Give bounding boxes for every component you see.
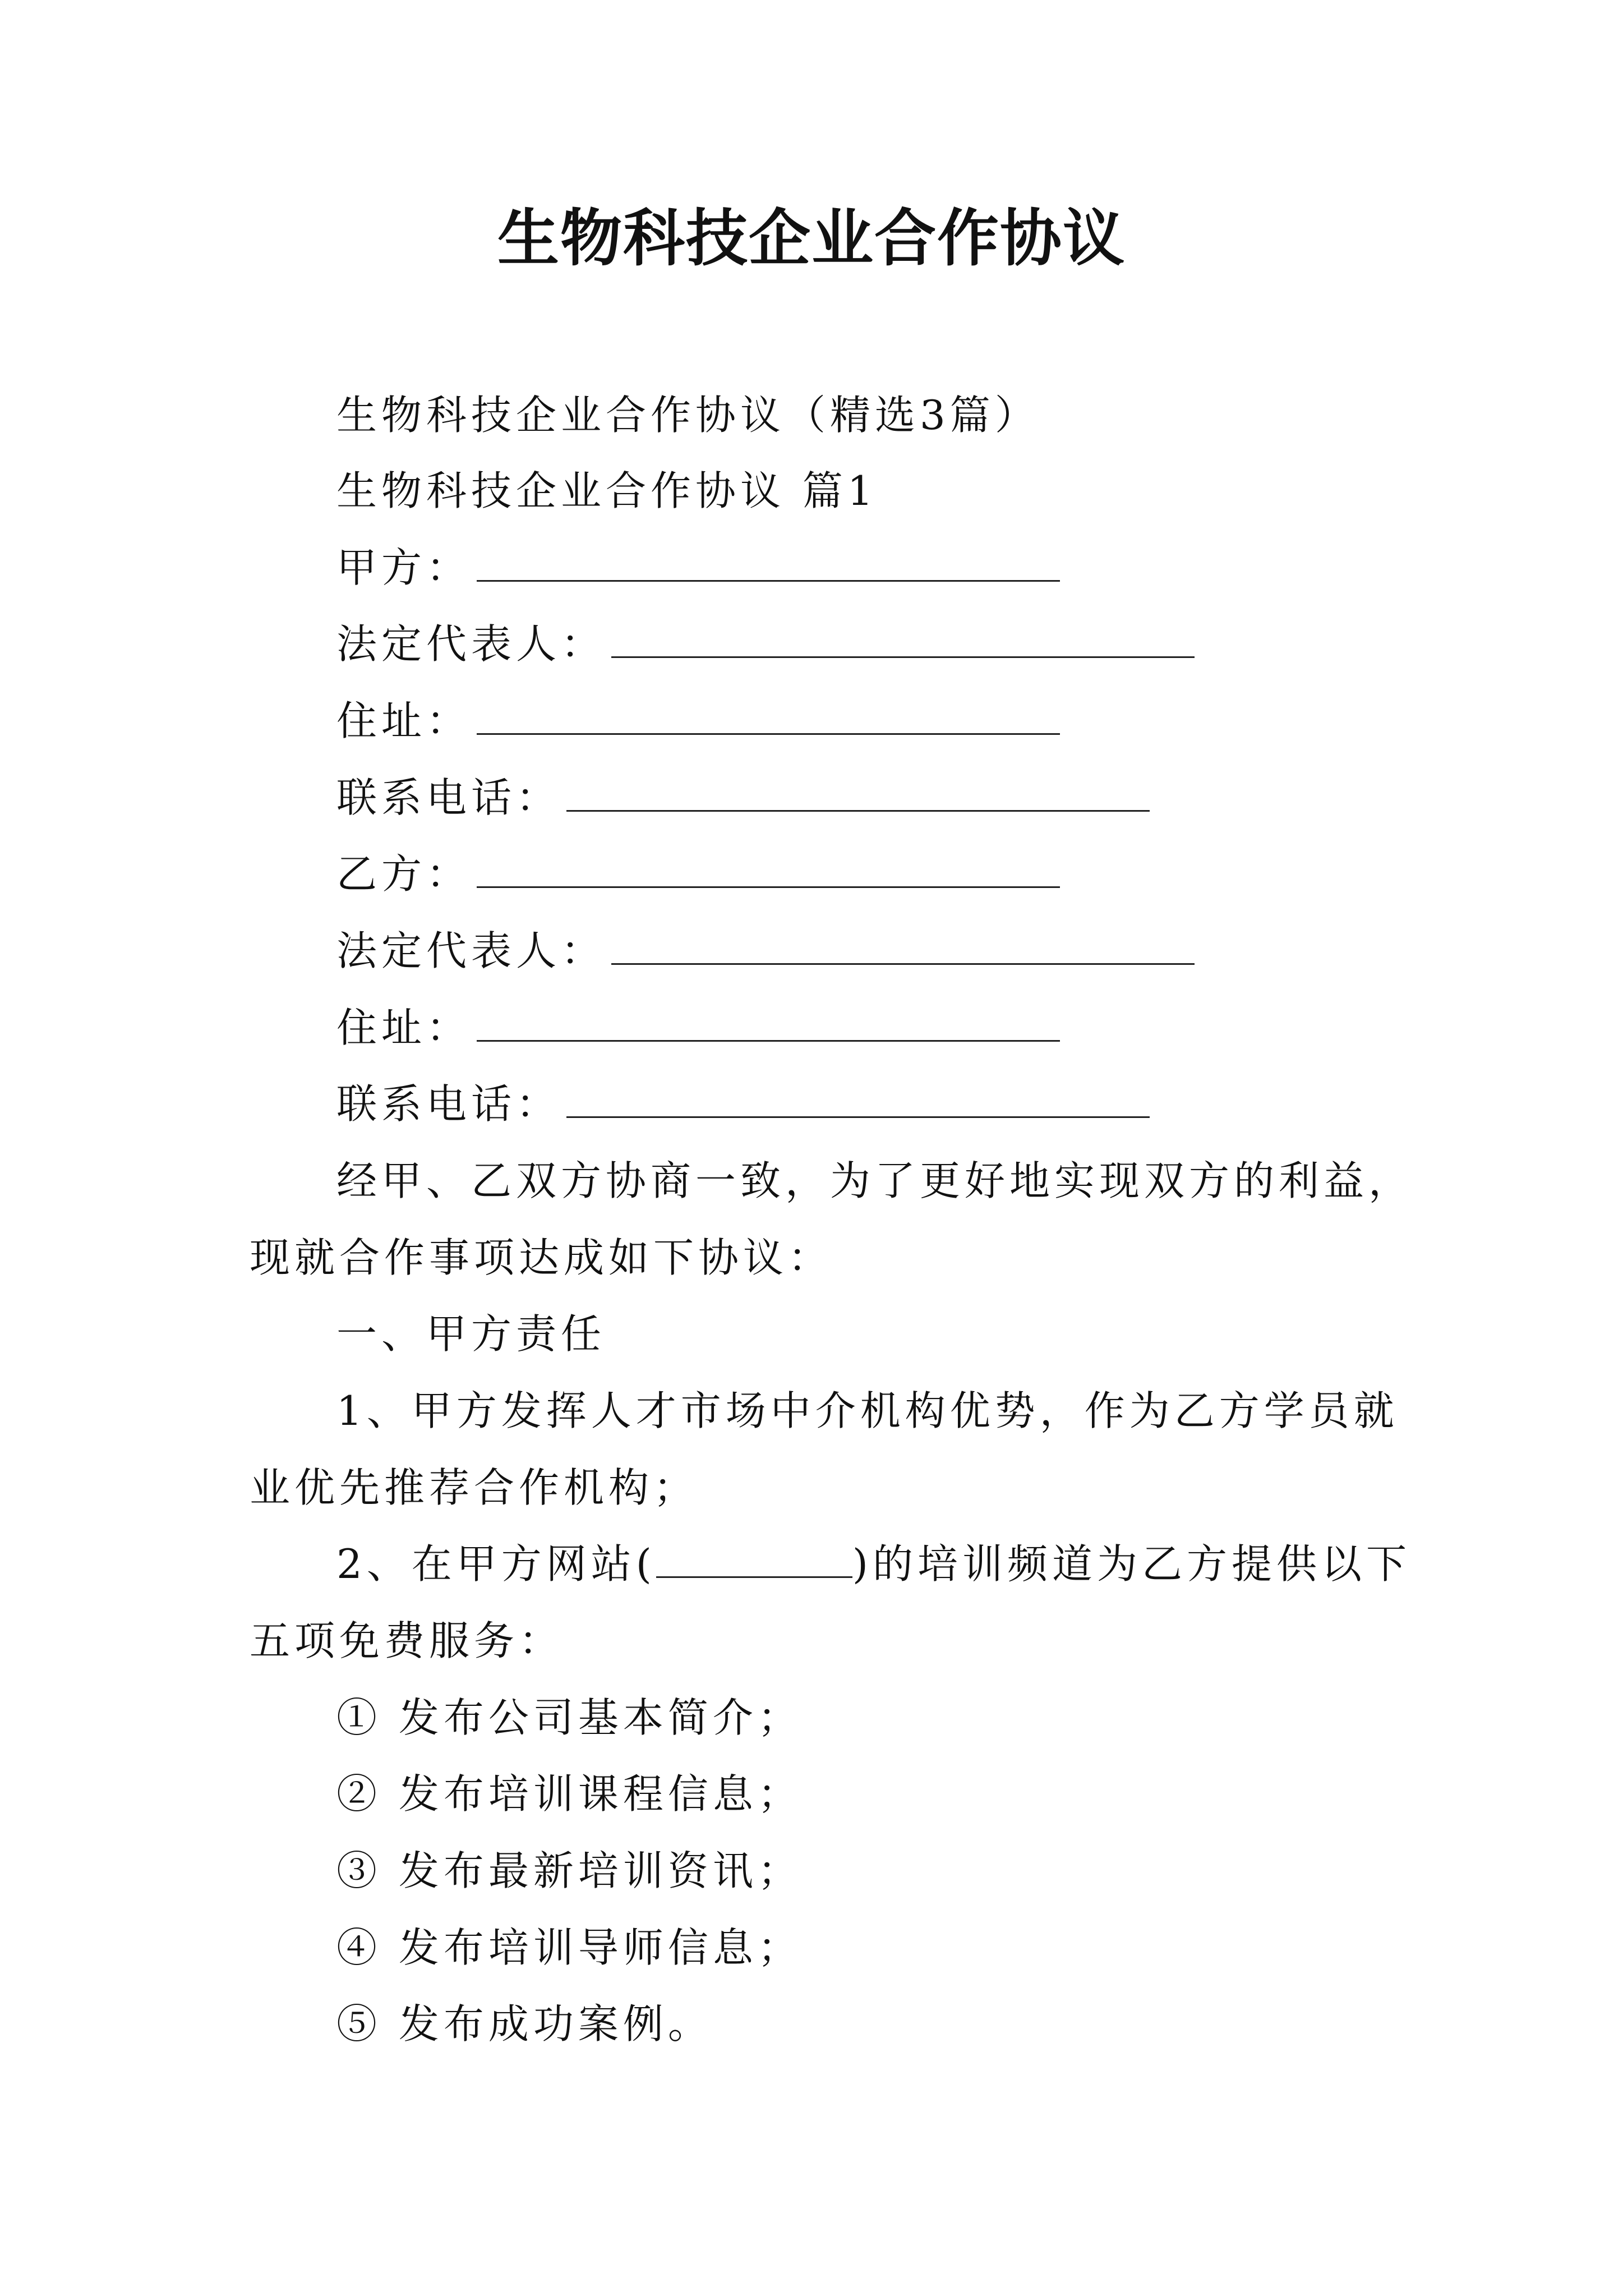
service-item: ④ 发布培训导师信息； (336, 1924, 803, 1971)
item-2-line-1 (336, 1536, 1411, 1592)
party-a-phone-label: 联系电话： (336, 774, 561, 821)
service-item: ⑤ 发布成功案例。 (336, 2000, 713, 2047)
party-a-address-row (336, 693, 1060, 749)
party-b-phone-label: 联系电话： (336, 1080, 561, 1128)
party-b-phone-blank (566, 1084, 1150, 1118)
party-a-address-label: 住址： (336, 697, 472, 744)
document-title: 生物科技企业合作协议 (497, 202, 1126, 274)
item-1-line-2: 业优先推荐合作机构； (250, 1464, 699, 1511)
party-b-label: 乙方： (336, 850, 472, 898)
intro-line-2: 现就合作事项达成如下协议： (250, 1234, 833, 1281)
service-item: ③ 发布最新培训资讯； (336, 1847, 803, 1894)
party-a-label: 甲方： (336, 544, 472, 591)
service-item: ① 发布公司基本简介； (336, 1694, 803, 1741)
chapter-1-heading: 一、甲方责任 (336, 1310, 606, 1358)
intro-line-1: 经甲、乙双方协商一致，为了更好地实现双方的利益， (336, 1157, 1414, 1204)
item-1-line-1: 1、甲方发挥人才市场中介机构优势，作为乙方学员就 (336, 1387, 1399, 1434)
section-heading: 生物科技企业合作协议 篇1 (336, 467, 878, 514)
website-blank (656, 1544, 852, 1578)
party-a-rep-blank (611, 624, 1195, 658)
party-a-phone-row (336, 770, 1150, 826)
item-2-prefix: 2、在甲方网站( (336, 1540, 656, 1588)
party-b-phone-row (336, 1076, 1150, 1132)
party-b-address-label: 住址： (336, 1004, 472, 1051)
party-b-address-row (336, 1000, 1060, 1056)
party-a-address-blank (477, 701, 1060, 735)
item-2-suffix: )的培训频道为乙方提供以下 (852, 1540, 1411, 1588)
party-b-rep-row (336, 923, 1195, 979)
party-a-rep-row (336, 616, 1195, 672)
subtitle: 生物科技企业合作协议（精选3篇） (336, 392, 1040, 439)
party-a-rep-label: 法定代表人： (336, 620, 606, 668)
item-2-line-2: 五项免费服务： (250, 1617, 564, 1664)
party-b-blank (477, 854, 1060, 888)
party-b-address-blank (477, 1007, 1060, 1042)
service-item: ② 发布培训课程信息； (336, 1770, 803, 1818)
party-b-rep-blank (611, 931, 1195, 965)
party-b-rep-label: 法定代表人： (336, 927, 606, 974)
party-b-row (336, 846, 1060, 902)
party-a-phone-blank (566, 777, 1150, 812)
party-a-blank (477, 547, 1060, 582)
party-a-row (336, 540, 1060, 596)
